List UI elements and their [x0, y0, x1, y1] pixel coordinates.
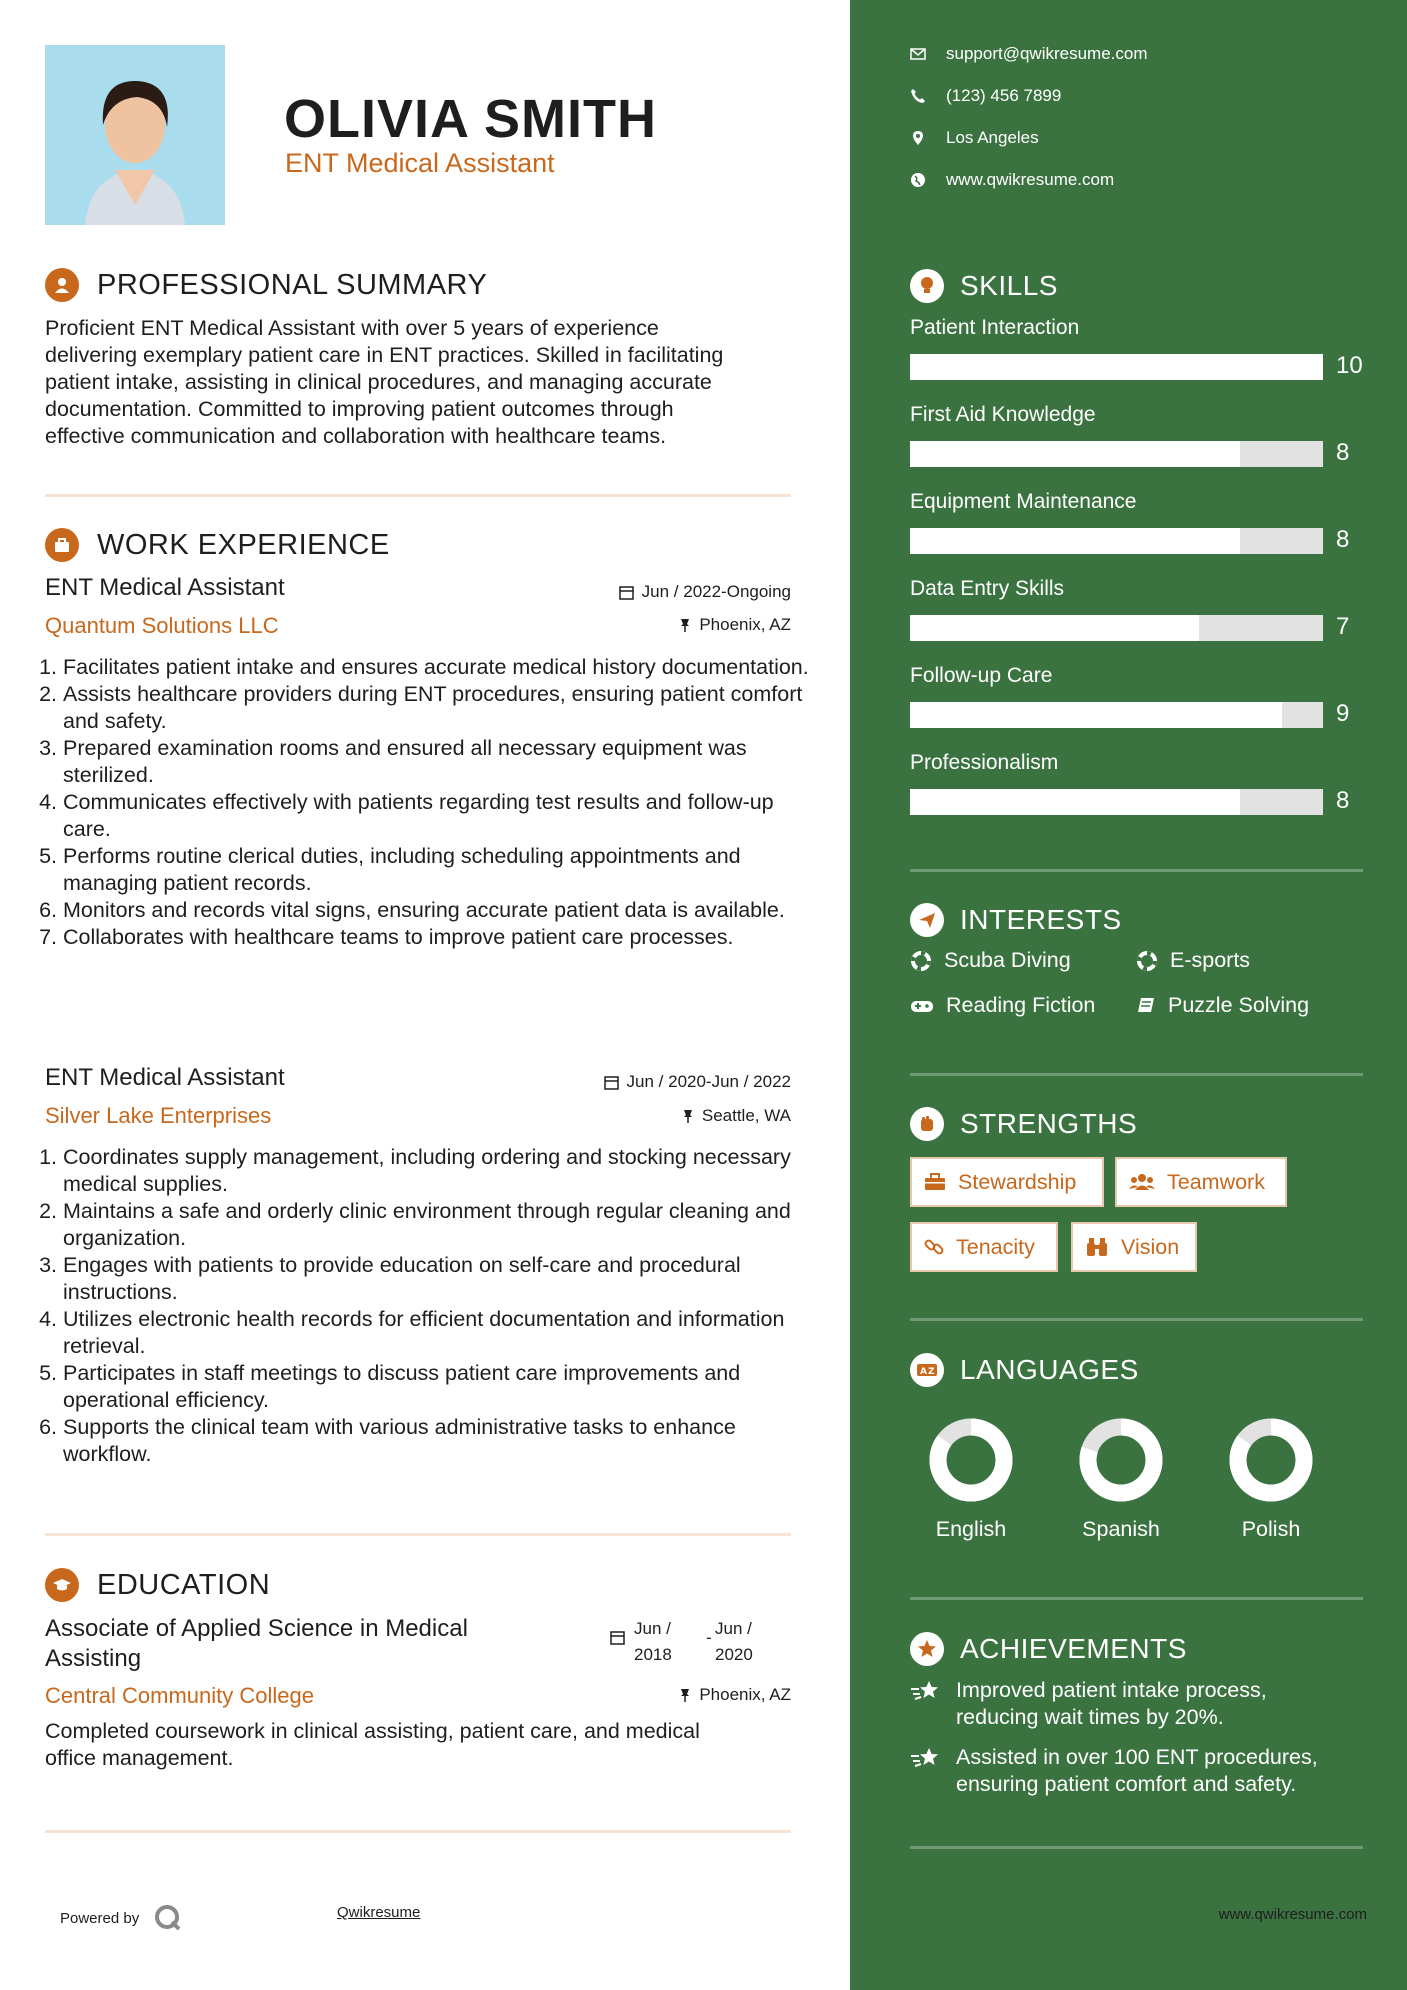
divider: [910, 1846, 1363, 1849]
skill-name: First Aid Knowledge: [910, 403, 1096, 426]
skill-bar: [910, 615, 1323, 641]
interest-esports: E-sports: [1136, 948, 1250, 973]
interest-scuba: Scuba Diving: [910, 948, 1071, 973]
strengths-heading: STRENGTHS: [910, 1107, 1137, 1141]
skill-bar: [910, 354, 1323, 380]
binoculars-icon: [1085, 1237, 1109, 1257]
skill-name: Patient Interaction: [910, 316, 1080, 339]
job-duties-2: 1. Coordinates supply management, including ordering and stocking necessary medical supplies. 2. Maintains a safe and orderly clinic environment through regular cleaning and organization. 3. Engages with patients to provide education on self-care and procedural instructions. 4. Utilizes electronic health records for efficient documentation and information retrieval. 5. Participates in staff meetings to discuss patient care improvements and operational efficiency. 6. Supports the clinical team with various administrative tasks to enhance workflow.: [45, 1144, 818, 1468]
edu-description: Completed coursework in clinical assisting, patient care, and medical office management.: [45, 1719, 700, 1770]
edu-date-start: Jun / 2018: [634, 1619, 672, 1664]
skill-bar-fill: [910, 702, 1282, 728]
shooting-star-icon: [910, 1679, 942, 1705]
briefcase-icon: [924, 1173, 946, 1191]
candidate-name: OLIVIA SMITH: [284, 89, 657, 149]
book-icon: [1136, 996, 1156, 1016]
fist-icon: [910, 1107, 944, 1141]
skill-name: Follow-up Care: [910, 664, 1053, 687]
job-dates-1: Jun / 2022-Ongoing: [619, 582, 791, 602]
skill-bar-fill: [910, 528, 1240, 554]
job-title-2: ENT Medical Assistant: [45, 1064, 285, 1091]
phone-icon: [910, 88, 926, 104]
job-title-1: ENT Medical Assistant: [45, 574, 285, 601]
user-icon: [45, 268, 79, 302]
achievements-heading: ACHIEVEMENTS: [910, 1632, 1187, 1666]
summary-heading: PROFESSIONAL SUMMARY: [45, 268, 487, 302]
language-rings: [910, 1410, 1350, 1510]
contact-phone: (123) 456 7899: [910, 86, 1061, 106]
skill-value: 8: [1336, 787, 1350, 814]
calendar-icon: [610, 1630, 625, 1650]
life-ring-icon: [910, 950, 932, 972]
qwikresume-logo-icon: [153, 1903, 183, 1933]
pin-icon: [679, 1688, 691, 1703]
briefcase-icon: [45, 528, 79, 562]
skill-value: 7: [1336, 613, 1350, 640]
edu-location: Phoenix, AZ: [679, 1685, 791, 1705]
skill-value: 10: [1336, 352, 1363, 379]
language-spanish: Spanish: [1082, 1517, 1160, 1541]
envelope-icon: [910, 46, 926, 62]
candidate-role: ENT Medical Assistant: [285, 148, 555, 178]
job-company-2: Silver Lake Enterprises: [45, 1103, 272, 1128]
skill-name: Data Entry Skills: [910, 577, 1065, 600]
strength-stewardship: Stewardship: [910, 1157, 1104, 1207]
divider: [45, 1533, 791, 1536]
job-company-1: Quantum Solutions LLC: [45, 613, 279, 638]
job-duties-1: 1. Facilitates patient intake and ensures accurate medical history documentation. 2. Assists healthcare providers during ENT procedures, ensuring patient comfort and safety. 3. Prepared examination rooms and ensured all necessary equipment was sterilized. 4. Communicates effectively with patients regarding test results and follow-up care. 5. Performs routine clerical duties, including scheduling appointments and managing patient records. 6. Monitors and records vital signs, ensuring accurate patient data is available. 7. Collaborates with healthcare teams to improve patient care processes.: [45, 654, 818, 951]
pin-icon: [679, 618, 691, 633]
skill-value: 8: [1336, 526, 1350, 553]
qwikresume-link[interactable]: Qwikresume: [337, 1904, 421, 1921]
divider: [45, 494, 791, 497]
language-icon: [910, 1353, 944, 1387]
link-icon: [924, 1237, 944, 1257]
education-heading: EDUCATION: [45, 1568, 270, 1602]
degree-title: Associate of Applied Science in Medical Assisting: [45, 1615, 468, 1672]
sidebar: [850, 0, 1407, 1990]
divider: [45, 1830, 791, 1833]
edu-date-sep: -: [706, 1628, 712, 1647]
job-dates-2: Jun / 2020-Jun / 2022: [604, 1072, 791, 1092]
contact-location: Los Angeles: [910, 128, 1039, 148]
language-english: English: [935, 1517, 1007, 1541]
map-marker-icon: [910, 130, 926, 146]
calendar-icon: [619, 585, 634, 600]
divider: [910, 869, 1363, 872]
powered-by: Powered by: [60, 1903, 197, 1933]
divider: [910, 1073, 1363, 1076]
skill-bar: [910, 528, 1323, 554]
job-location-1: Phoenix, AZ: [679, 615, 791, 635]
contact-email: support@qwikresume.com: [910, 44, 1148, 64]
divider: [910, 1318, 1363, 1321]
skill-name: Professionalism: [910, 751, 1059, 774]
gamepad-icon: [910, 998, 934, 1014]
skill-bar: [910, 789, 1323, 815]
life-ring-icon: [1136, 950, 1158, 972]
skills-heading: SKILLS: [910, 269, 1058, 303]
divider: [910, 1597, 1363, 1600]
skill-value: 8: [1336, 439, 1350, 466]
strength-teamwork: Teamwork: [1115, 1157, 1287, 1207]
star-badge-icon: [910, 1632, 944, 1666]
strength-tenacity: Tenacity: [910, 1222, 1058, 1272]
calendar-icon: [604, 1075, 619, 1090]
lightbulb-icon: [910, 269, 944, 303]
summary-text: Proficient ENT Medical Assistant with over 5 years of experience delivering exemplary patient care in ENT practices. Skilled in facilitating patient intake, assisting in clinical procedures, and managing accurate documentation. Committed to improving patient outcomes through effective communication and collaboration with healthcare teams.: [45, 316, 724, 448]
edu-date-end: Jun / 2020: [715, 1619, 753, 1664]
skill-bar: [910, 702, 1323, 728]
skill-bar-fill: [910, 354, 1323, 380]
job-location-2: Seattle, WA: [682, 1106, 791, 1126]
graduation-cap-icon: [45, 1568, 79, 1602]
achievement-1: Improved patient intake process, reducing wait times by 20%.: [910, 1677, 1350, 1731]
svg-text:Z: Z: [928, 1367, 935, 1377]
skill-bar-fill: [910, 615, 1199, 641]
skill-bar-fill: [910, 441, 1240, 467]
languages-heading: A Z LANGUAGES: [910, 1353, 1139, 1387]
interest-puzzle: Puzzle Solving: [1136, 993, 1309, 1018]
profile-photo: [45, 45, 225, 225]
shooting-star-icon: [910, 1746, 942, 1772]
svg-text:A: A: [920, 1367, 927, 1377]
contact-website: www.qwikresume.com: [910, 170, 1114, 190]
footer-website: www.qwikresume.com: [1218, 1906, 1367, 1923]
language-polish: Polish: [1241, 1517, 1301, 1541]
users-icon: [1129, 1173, 1155, 1191]
interests-heading: INTERESTS: [910, 903, 1122, 937]
globe-icon: [910, 172, 926, 188]
skill-bar-fill: [910, 789, 1240, 815]
pin-icon: [682, 1109, 694, 1124]
skill-value: 9: [1336, 700, 1350, 727]
strength-vision: Vision: [1071, 1222, 1197, 1272]
achievement-2: Assisted in over 100 ENT procedures, ensuring patient comfort and safety.: [910, 1744, 1350, 1798]
paper-plane-icon: [910, 903, 944, 937]
interest-reading: Reading Fiction: [910, 993, 1095, 1018]
skill-bar: [910, 441, 1323, 467]
skill-name: Equipment Maintenance: [910, 490, 1137, 513]
work-heading: WORK EXPERIENCE: [45, 528, 390, 562]
school-name: Central Community College: [45, 1683, 314, 1708]
